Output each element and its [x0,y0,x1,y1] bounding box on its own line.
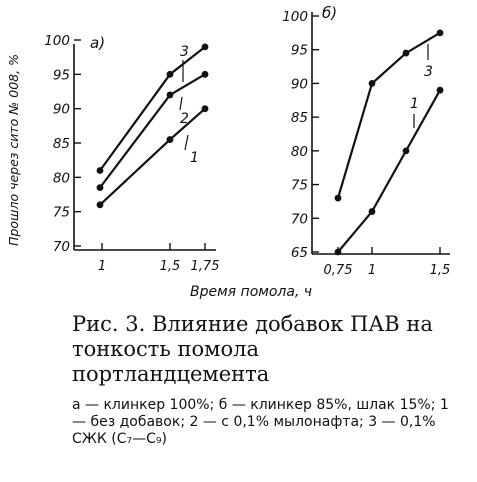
panel-b-x-tick-label: 0,75 [323,263,353,278]
figure-legend: а — клинкер 100%; б — клинкер 85%, шлак 15%; 1 — без добавок; 2 — с 0,1% мылонафта; 3 — 0,1% СЖК (С₇—С₉) [72,397,449,447]
panel-a-series-1-leader [185,135,188,150]
panel-a-y-tick-label: 80 [52,170,70,187]
panel-a-y-tick-label: 90 [52,101,70,118]
panel-b-y-tick-label: 95 [290,42,308,59]
panel-a-series-2-point [97,184,104,191]
panel-a-series-1-point [167,136,174,143]
panel-a-series-3-label: 3 [180,44,189,60]
panel-a-series-2-point [167,92,174,99]
panel-b-series-1-point [369,208,376,215]
panel-b-x-tick-label: 1 [367,263,377,278]
panel-b-y-tick-label: 85 [290,110,308,127]
panel-b-series-3-point [437,29,444,36]
panel-a-series-1-label: 1 [190,150,199,166]
panel-a-series-2-point [202,71,209,78]
figure-caption [72,312,462,448]
panel-a-series-2-line [100,74,205,187]
panel-b-label: б) [322,4,338,22]
panel-b-series-1-line [338,90,440,252]
panel-a-series-1-point [202,105,209,112]
panel-a-x-tick-label: 1 [97,259,107,274]
panel-a-series-2-leader [180,97,182,110]
panel-b-series-1-label: 1 [410,96,419,112]
panel-a-y-tick-label: 95 [52,67,70,84]
panel-a-y-tick-label: 85 [52,136,70,152]
panel-b-series-3-point [369,80,376,87]
panel-b-series-1-point [403,147,410,154]
panel-a-ylabel: Прошло через сито № 008, % [6,54,21,246]
panel-a-x-tick-label: 1,75 [190,259,220,274]
panel-a-y-tick-label: 75 [52,204,70,221]
panel-b-y-tick-label: 65 [290,245,308,261]
panel-a-y-tick-label: 70 [52,239,70,255]
panel-b [282,4,450,278]
panel-b-series-1-point [437,87,444,94]
panel-b-series-3-point [335,195,342,202]
panel-b-y-tick-label: 70 [290,211,308,228]
panel-b-series-3-point [403,50,410,57]
panel-b-y-tick-label: 75 [290,177,308,194]
panel-b-y-tick-label: 90 [290,76,308,93]
panel-b-x-tick-label: 1,5 [429,263,451,278]
panel-a-y-tick-label: 100 [44,33,70,49]
panel-a-x-tick-label: 1,5 [159,259,181,274]
panel-b-y-tick-label: 100 [282,9,308,25]
panel-a-series-3-point [167,71,174,78]
panel-a-series-1-point [97,201,104,208]
panel-a-series-3-point [97,167,104,174]
x-axis-label: Время помола, ч [190,284,313,300]
panel-a-series-2-label: 2 [180,111,189,127]
panel-a-series-3-point [202,43,209,50]
panel-b-series-1-point [335,249,342,256]
panel-b-series-3-label: 3 [424,64,433,80]
panel-a [6,33,219,274]
panel-a-label: а) [90,34,106,52]
figure-title: Рис. 3. Влияние добавок ПАВ на тонкость помола портландцемента [72,312,433,386]
panel-b-y-tick-label: 80 [290,143,308,160]
